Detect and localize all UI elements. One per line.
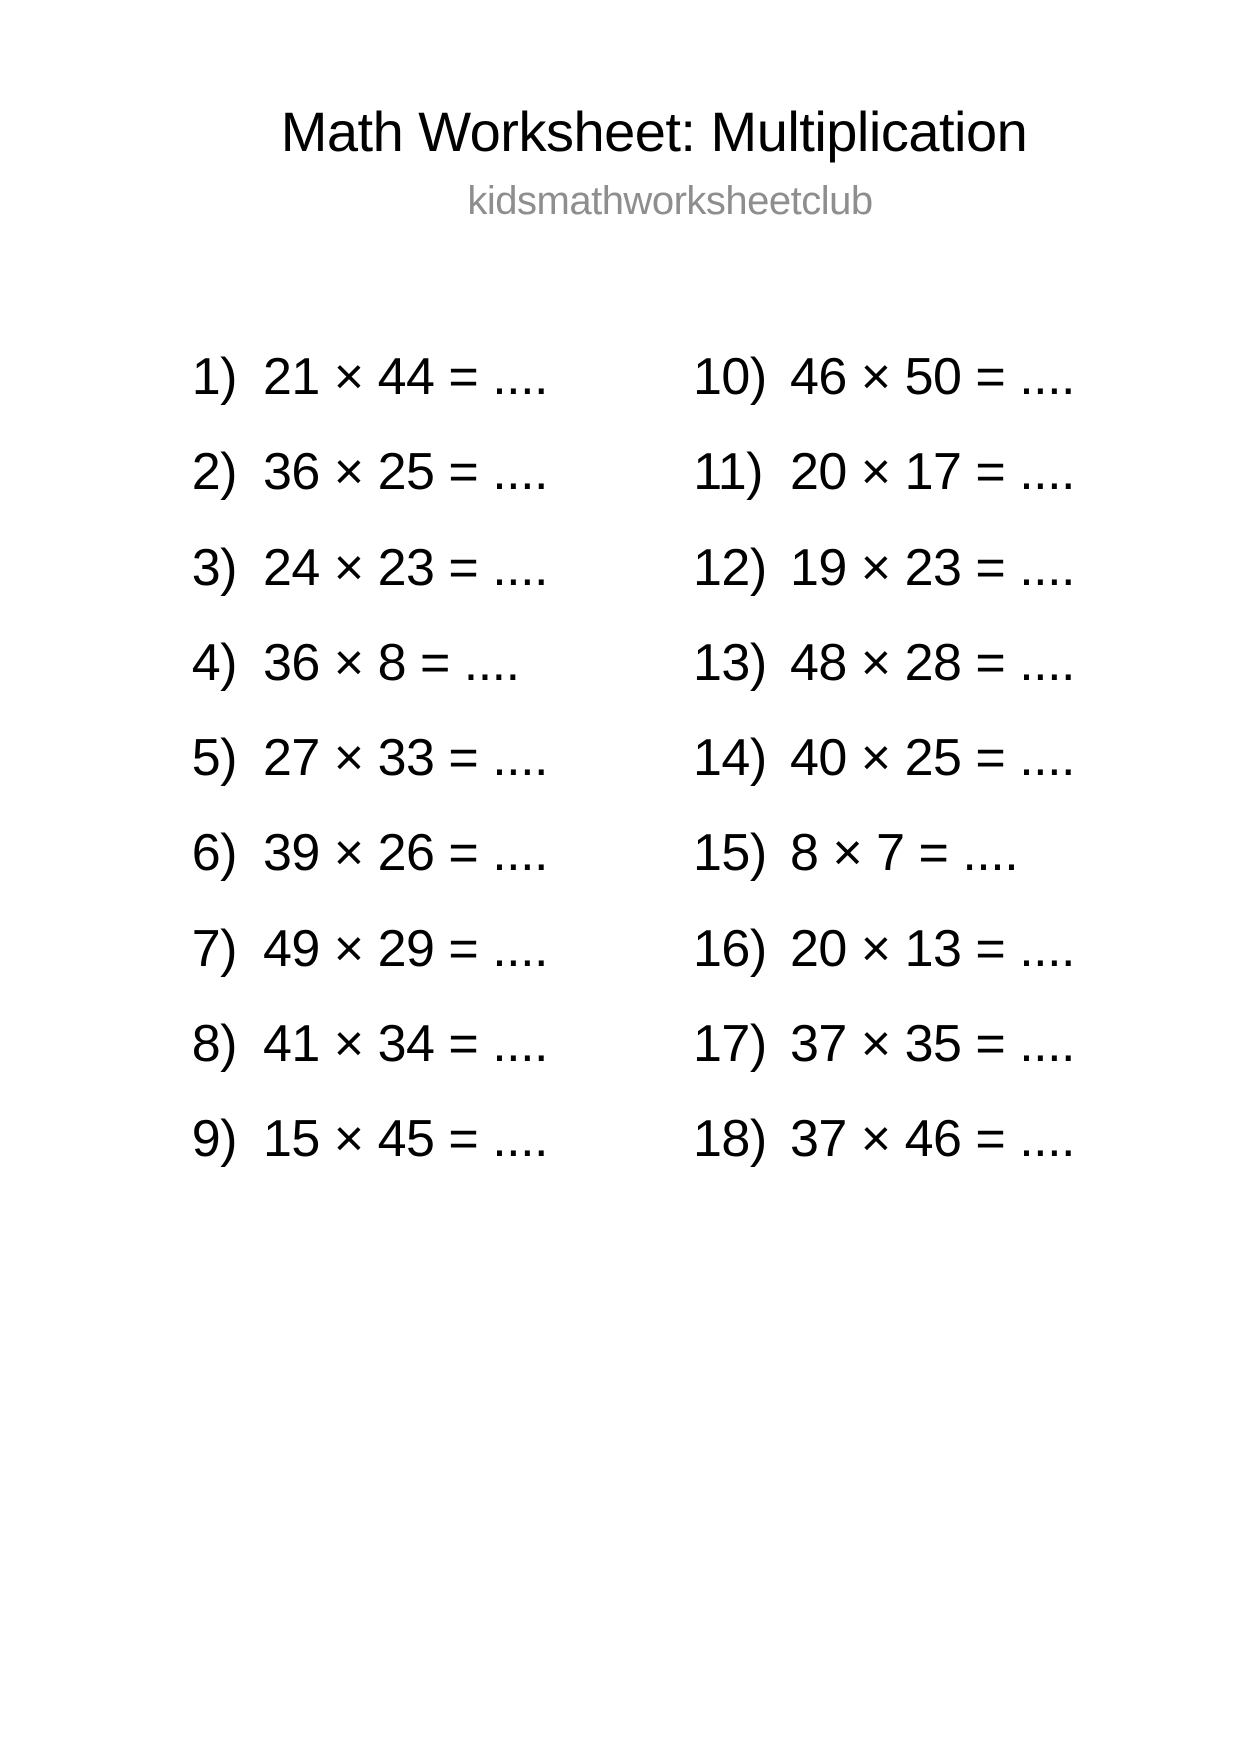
problem-expression: 49 × 29 = .... bbox=[263, 919, 548, 978]
problem-row bbox=[177, 997, 548, 1092]
problem-number: 4) bbox=[191, 633, 237, 692]
problem-number: 10) bbox=[693, 348, 767, 406]
problem-row bbox=[693, 330, 1075, 425]
problem-expression: 36 × 25 = .... bbox=[263, 443, 548, 502]
problem-expression: 15 × 45 = .... bbox=[263, 1110, 548, 1169]
problem-row bbox=[693, 997, 1075, 1092]
problem-row bbox=[177, 806, 548, 901]
problem-number: 13) bbox=[693, 633, 767, 692]
problem-expression: 48 × 28 = .... bbox=[790, 633, 1075, 692]
problem-row bbox=[693, 521, 1075, 616]
problem-number: 11) bbox=[693, 443, 763, 502]
problem-row bbox=[693, 425, 1075, 520]
problem-expression: 24 × 23 = .... bbox=[263, 538, 548, 597]
problem-expression: 39 × 26 = .... bbox=[263, 824, 548, 883]
problem-expression: 37 × 46 = .... bbox=[790, 1110, 1075, 1169]
problem-number: 15) bbox=[693, 824, 767, 883]
problem-row bbox=[693, 1092, 1075, 1187]
problem-number: 2) bbox=[191, 443, 237, 502]
problem-row bbox=[177, 521, 548, 616]
problem-number: 5) bbox=[191, 729, 237, 788]
problem-expression: 19 × 23 = .... bbox=[790, 538, 1075, 597]
problem-number: 6) bbox=[191, 824, 237, 883]
problem-expression: 37 × 35 = .... bbox=[790, 1015, 1075, 1074]
problem-number: 17) bbox=[693, 1015, 767, 1074]
problem-expression: 27 × 33 = .... bbox=[263, 729, 548, 788]
problem-number: 18) bbox=[693, 1110, 767, 1169]
problem-number: 12) bbox=[693, 538, 767, 597]
problem-number: 1) bbox=[191, 348, 237, 406]
page-title: Math Worksheet: Multiplication bbox=[280, 100, 1028, 163]
problem-expression: 46 × 50 = .... bbox=[790, 348, 1075, 406]
problem-expression: 41 × 34 = .... bbox=[263, 1015, 548, 1074]
problem-row bbox=[177, 330, 548, 425]
page-subtitle: kidsmathworksheetclub bbox=[467, 179, 873, 223]
problem-row bbox=[177, 902, 548, 997]
problem-expression: 40 × 25 = .... bbox=[790, 729, 1075, 788]
problem-number: 8) bbox=[191, 1015, 237, 1074]
problem-row bbox=[177, 711, 548, 806]
problem-row bbox=[177, 425, 548, 520]
problem-row bbox=[693, 616, 1075, 711]
problem-row bbox=[693, 711, 1075, 806]
problem-number: 14) bbox=[693, 729, 767, 788]
problem-row bbox=[177, 616, 548, 711]
problem-number: 16) bbox=[693, 919, 767, 978]
problem-row bbox=[693, 902, 1075, 997]
problem-number: 3) bbox=[191, 538, 237, 597]
problem-expression: 20 × 17 = .... bbox=[790, 443, 1075, 502]
problem-expression: 8 × 7 = .... bbox=[790, 824, 1019, 883]
problems-column-right bbox=[693, 330, 1075, 1188]
problem-number: 9) bbox=[191, 1110, 237, 1169]
problem-expression: 36 × 8 = .... bbox=[263, 633, 520, 692]
problem-expression: 21 × 44 = .... bbox=[263, 348, 548, 406]
problem-row bbox=[177, 1092, 548, 1187]
problems-column-left bbox=[177, 330, 548, 1188]
problem-number: 7) bbox=[191, 919, 237, 978]
problem-expression: 20 × 13 = .... bbox=[790, 919, 1075, 978]
problem-row bbox=[693, 806, 1075, 901]
